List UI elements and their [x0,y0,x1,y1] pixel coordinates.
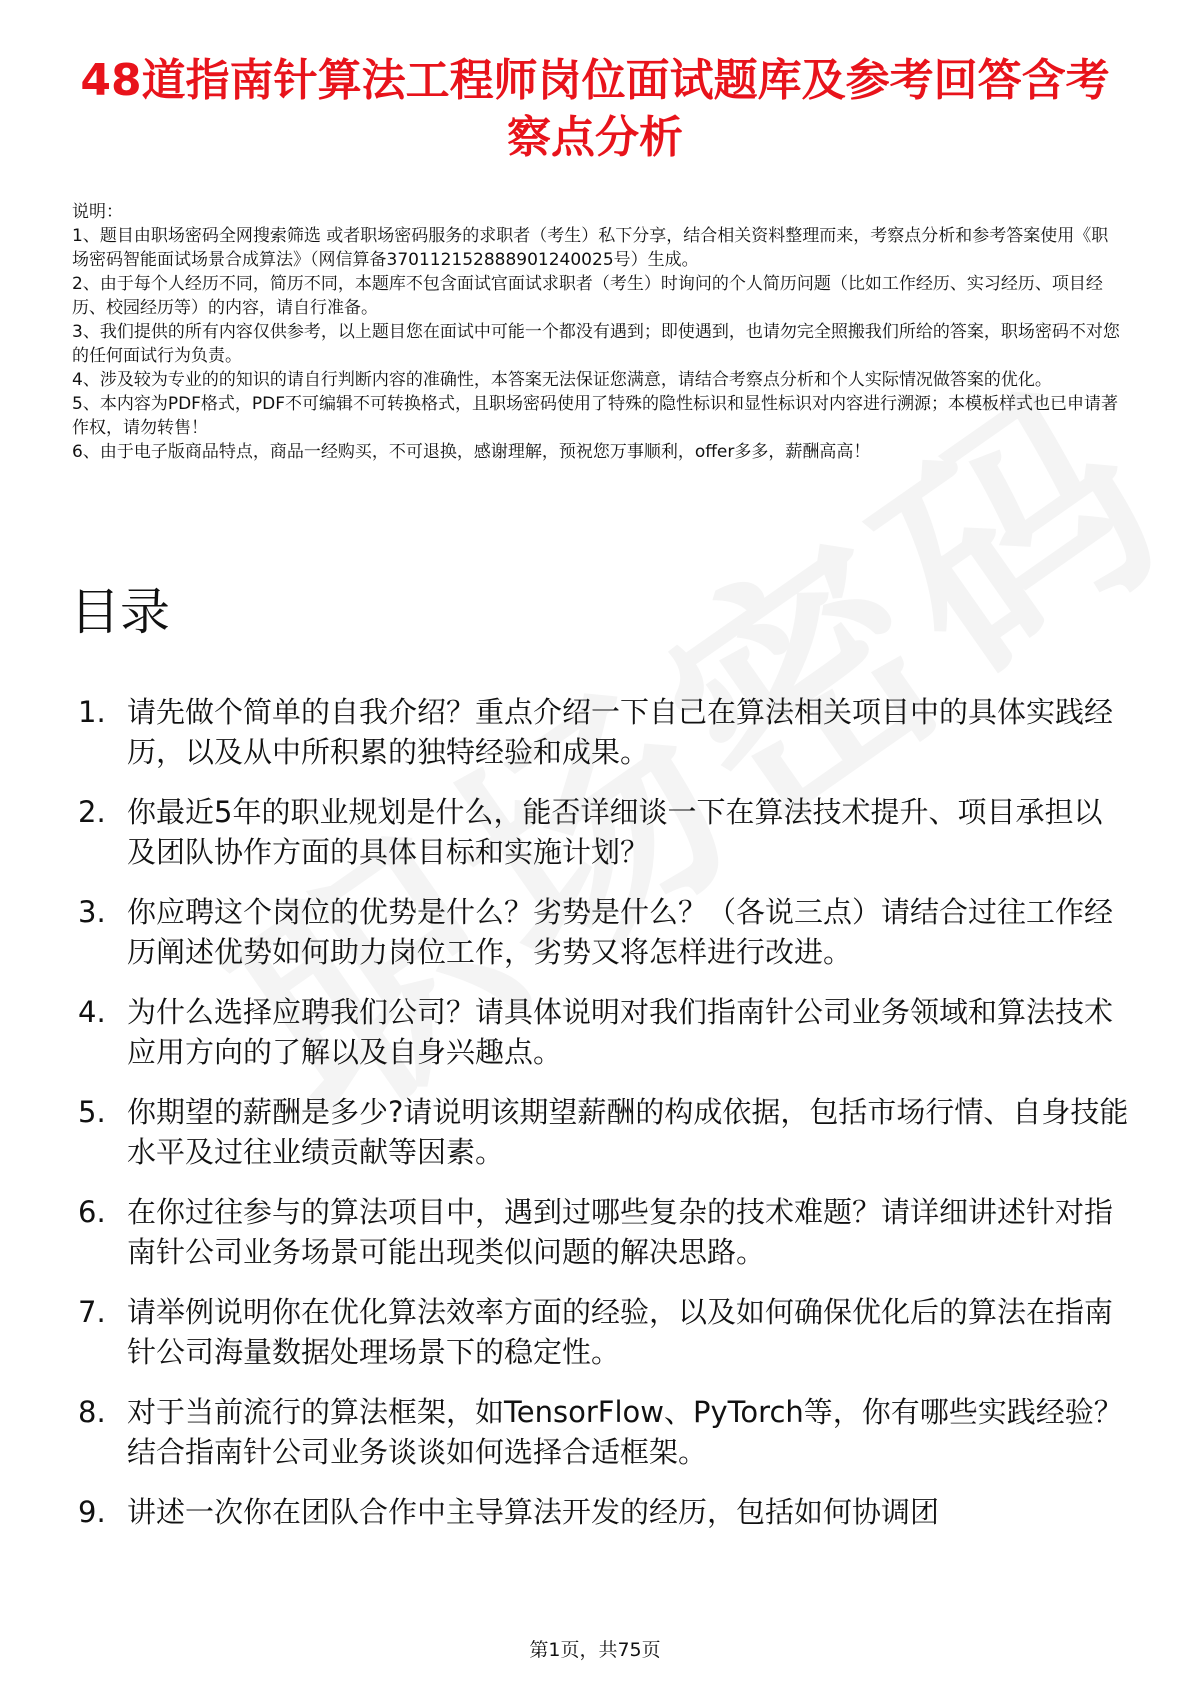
toc-item[interactable] [70,1092,1130,1172]
toc-item-number: 4. [78,995,106,1029]
toc-item[interactable] [70,1392,1130,1472]
toc-item-number: 7. [78,1295,106,1329]
toc-item-number: 1. [78,695,106,729]
document-title: 48道指南针算法工程师岗位面试题库及参考回答含考察点分析 [80,55,1110,163]
toc-item-text: 你应聘这个岗位的优势是什么？劣势是什么？（各说三点）请结合过往工作经历阐述优势如何助力岗位工作，劣势又将怎样进行改进。 [127,895,1114,969]
toc-item-text: 对于当前流行的算法框架，如TensorFlow、PyTorch等，你有哪些实践经验？结合指南针公司业务谈谈如何选择合适框架。 [127,1395,1123,1469]
note-item: 1、题目由职场密码全网搜索筛选 或者职场密码服务的求职者（考生）私下分享，结合相关资料整理而来，考察点分析和参考答案使用《职场密码智能面试场景合成算法》（网信算备370112152888901240025号）生成。 [72,226,1109,270]
toc-item-text: 请举例说明你在优化算法效率方面的经验，以及如何确保优化后的算法在指南针公司海量数据处理场景下的稳定性。 [127,1295,1114,1369]
toc-item[interactable] [70,1192,1130,1272]
toc-item[interactable] [70,1292,1130,1372]
notes-section [72,200,1122,464]
notes-heading: 说明： [72,202,123,222]
note-item: 5、本内容为PDF格式，PDF不可编辑不可转换格式，且职场密码使用了特殊的隐性标识和显性标识对内容进行溯源；本模板样式也已申请著作权，请勿转售！ [72,394,1119,438]
toc-item-number: 6. [78,1195,106,1229]
toc-item-text: 你最近5年的职业规划是什么，能否详细谈一下在算法技术提升、项目承担以及团队协作方面的具体目标和实施计划？ [127,795,1103,869]
toc-item-number: 8. [78,1395,106,1429]
toc-item-number: 9. [78,1495,106,1529]
toc-item-text: 讲述一次你在团队合作中主导算法开发的经历，包括如何协调团 [127,1495,940,1529]
toc-item-text: 你期望的薪酬是多少?请说明该期望薪酬的构成依据，包括市场行情、自身技能水平及过往业绩贡献等因素。 [127,1095,1129,1169]
toc-item[interactable] [70,892,1130,972]
toc-list [70,692,1130,1552]
page-footer: 第1页，共75页 [529,1639,661,1661]
toc-item-text: 在你过往参与的算法项目中，遇到过哪些复杂的技术难题？请详细讲述针对指南针公司业务场景可能出现类似问题的解决思路。 [127,1195,1114,1269]
note-item: 4、涉及较为专业的的知识的请自行判断内容的准确性，本答案无法保证您满意，请结合考察点分析和个人实际情况做答案的优化。 [72,370,1052,390]
toc-heading: 目录 [70,583,170,641]
note-item: 3、我们提供的所有内容仅供参考，以上题目您在面试中可能一个都没有遇到；即使遇到，也请勿完全照搬我们所给的答案，职场密码不对您的任何面试行为负责。 [72,322,1120,366]
toc-item-text: 为什么选择应聘我们公司？请具体说明对我们指南针公司业务领域和算法技术应用方向的了解以及自身兴趣点。 [127,995,1114,1069]
toc-item[interactable] [70,792,1130,872]
toc-item-number: 3. [78,895,106,929]
toc-item[interactable] [70,1492,1130,1532]
toc-item-number: 2. [78,795,106,829]
note-item: 6、由于电子版商品特点，商品一经购买，不可退换，感谢理解，预祝您万事顺利，offer多多，薪酬高高！ [72,442,871,462]
note-item: 2、由于每个人经历不同，简历不同，本题库不包含面试官面试求职者（考生）时询问的个人简历问题（比如工作经历、实习经历、项目经历、校园经历等）的内容，请自行准备。 [72,274,1103,318]
toc-item-number: 5. [78,1095,106,1129]
toc-item[interactable] [70,992,1130,1072]
toc-item-text: 请先做个简单的自我介绍？重点介绍一下自己在算法相关项目中的具体实践经历，以及从中所积累的独特经验和成果。 [127,695,1114,769]
toc-item[interactable] [70,692,1130,772]
